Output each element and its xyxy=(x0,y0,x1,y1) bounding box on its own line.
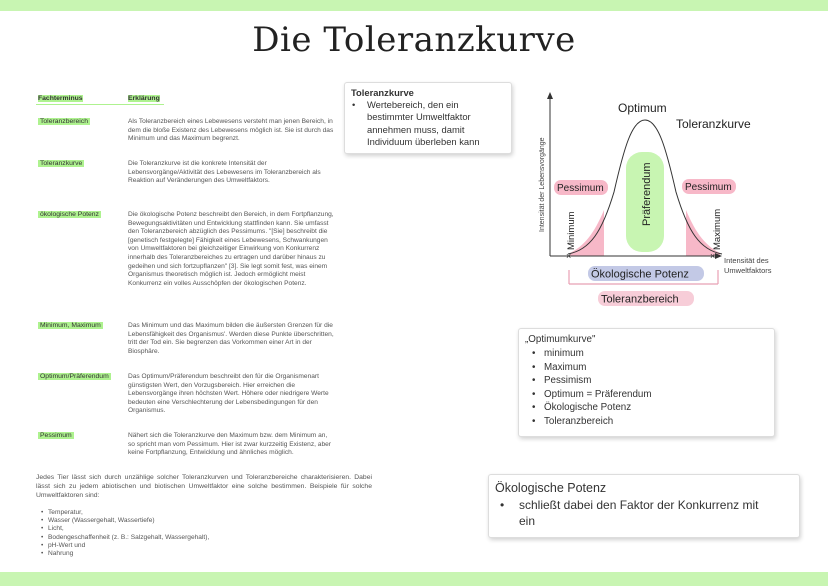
note-title: „Optimumkurve" xyxy=(525,334,596,345)
term-oekologische-potenz: ökologische Potenz xyxy=(40,211,99,218)
def-pessimum: Nähert sich die Toleranzkurve den Maximum bzw. dem Minimum an, so spricht man vom Pessimum. Hier ist zwar kurzzeitig Existenz, aber keine Fortpflanzung, Entwicklung und ähnliches möglich. xyxy=(128,432,331,457)
note-line: annehmen muss, damit xyxy=(367,123,465,135)
intro-paragraph: Jedes Tier lässt sich durch unzählige solcher Toleranzkurven und Toleranzbereiche charakterisieren. Dabei lässt sich zu jedem abiotischen und biotischen Umweltfaktor eine solche bestimmen. Beispiele für solche Umweltfaktoren sind: xyxy=(36,474,372,499)
def-toleranzkurve: Die Toleranzkurve ist die konkrete Intensität der Lebensvorgänge/Aktivität des Lebewesens im Toleranzbereich als Reaktion auf Veränderungen des Umweltfaktors. xyxy=(128,160,321,185)
optimum-label: Optimum xyxy=(618,101,667,115)
toleranzbereich-label: Toleranzbereich xyxy=(601,293,679,306)
note-line: Individuum überleben kann xyxy=(367,136,480,148)
pessimum-left-label: Pessimum xyxy=(557,183,604,194)
list-item: • Toleranzbereich xyxy=(532,415,614,427)
def-minimum-maximum: Das Minimum und das Maximum bilden die äußersten Grenzen für die Lebensfähigkeit des Organismus'. Werden diese Punkte überschritten, tritt der Tod ein. Sie begrenzen das Vorkommen einer Art in der Biosphäre. xyxy=(128,322,334,355)
bullet-icon: • xyxy=(352,99,356,110)
bottom-stripe xyxy=(0,572,828,586)
optimumkurve-list xyxy=(532,347,652,429)
pessimum-right-label: Pessimum xyxy=(685,182,732,193)
list-item: • pH-Wert und xyxy=(48,542,209,550)
term-minimum-maximum: Minimum, Maximum xyxy=(40,322,101,329)
max-marker: × xyxy=(710,251,716,261)
term-toleranzbereich: Toleranzbereich xyxy=(40,118,88,125)
bullet-icon: • xyxy=(500,498,505,512)
oekopotenz-label: Ökologische Potenz xyxy=(591,268,689,281)
list-item: • Pessimism xyxy=(532,375,592,387)
list-item: • Bodengeschaffenheit (z. B.: Salzgehalt, Wassergehalt), xyxy=(48,534,209,542)
note-line: Wertebereich, den ein xyxy=(367,99,459,110)
y-axis-label: Intensität der Lebensvorgänge xyxy=(539,137,546,232)
list-item: • minimum xyxy=(532,348,584,359)
note-title: Toleranzkurve xyxy=(351,87,414,98)
term-toleranzkurve: Toleranzkurve xyxy=(40,160,83,167)
note-title: Ökologische Potenz xyxy=(495,481,607,495)
y-axis-arrow xyxy=(547,92,553,99)
col-header-expl: Erklärung xyxy=(128,95,160,102)
top-stripe xyxy=(0,0,828,11)
col-header-term: Fachterminus xyxy=(38,95,83,102)
tolerance-curve-diagram xyxy=(528,84,818,314)
x-axis-label: Umweltfaktors xyxy=(724,266,772,275)
oekologische-potenz-note xyxy=(488,474,800,538)
toleranzkurve-note xyxy=(344,82,512,154)
def-oekologische-potenz: Die ökologische Potenz beschreibt den Bereich, in dem Fortpflanzung, Bewegungsaktivitäten und Entwicklung stattfinden kann. Sie umfasst den Toleranzbereich abzüglich des Pessimums. "[Sie] beschreibt die [genetisch festgelegte] Fähigkeit eines Lebewesens, Schwankungen von Umweltfaktoren bei gleichzeitiger Einwirkung von Konkurrenz innerhalb des Toleranzbereiches zu ertragen und darüber hinaus zu gedeihen und sich fortzupflanzen" [3]. Sie legt somit fest, was einem Organismus theoretisch möglich ist. Jedoch ermöglicht meist Konkurrenz ein volles Ausschöpfen der ökologischen Potenz. xyxy=(128,211,334,287)
list-item: • Ökologische Potenz xyxy=(532,402,632,414)
maximum-label: Maximum xyxy=(712,208,723,250)
header-underline xyxy=(36,104,164,105)
praeferendum-label: Präferendum xyxy=(641,162,653,226)
note-line: schließt dabei den Faktor der Konkurrenz mit xyxy=(519,498,759,512)
min-marker: × xyxy=(566,251,572,261)
toleranzkurve-label: Toleranzkurve xyxy=(676,117,751,131)
factor-list xyxy=(48,509,209,558)
optimumkurve-note xyxy=(518,328,775,437)
term-optimum: Optimum/Präferendum xyxy=(40,373,109,380)
list-item: • Licht, xyxy=(48,525,209,533)
list-item: • Nahrung xyxy=(48,550,209,558)
note-line: bestimmter Umweltfaktor xyxy=(367,111,471,123)
list-item: • Temperatur, xyxy=(48,509,209,517)
x-axis-label: Intensität des xyxy=(724,256,769,265)
note-line: ein xyxy=(519,514,536,528)
page-title: Die Toleranzkurve xyxy=(252,20,576,60)
minimum-label: Minimum xyxy=(566,211,577,250)
list-item: • Maximum xyxy=(532,361,587,373)
list-item: • Optimum = Präferendum xyxy=(532,388,652,400)
def-optimum: Das Optimum/Präferendum beschreibt den für die Organismenart günstigsten Wert, den Vorzugsbereich. Hier erreichen die Lebensvorgänge ihren höchsten Wert. Höhere oder niedrigere Werte bedeuten eine Verschlechterung der Lebensbedingungen für den Organismus. xyxy=(128,373,329,415)
term-pessimum: Pessimum xyxy=(40,432,72,439)
list-item: • Wasser (Wassergehalt, Wassertiefe) xyxy=(48,517,209,525)
def-toleranzbereich: Als Toleranzbereich eines Lebewesens versteht man jenen Bereich, in dem die bloße Existenz des Lebewesens möglich ist. Sie ist durch das Minimum und das Maximum begrenzt. xyxy=(128,118,334,143)
